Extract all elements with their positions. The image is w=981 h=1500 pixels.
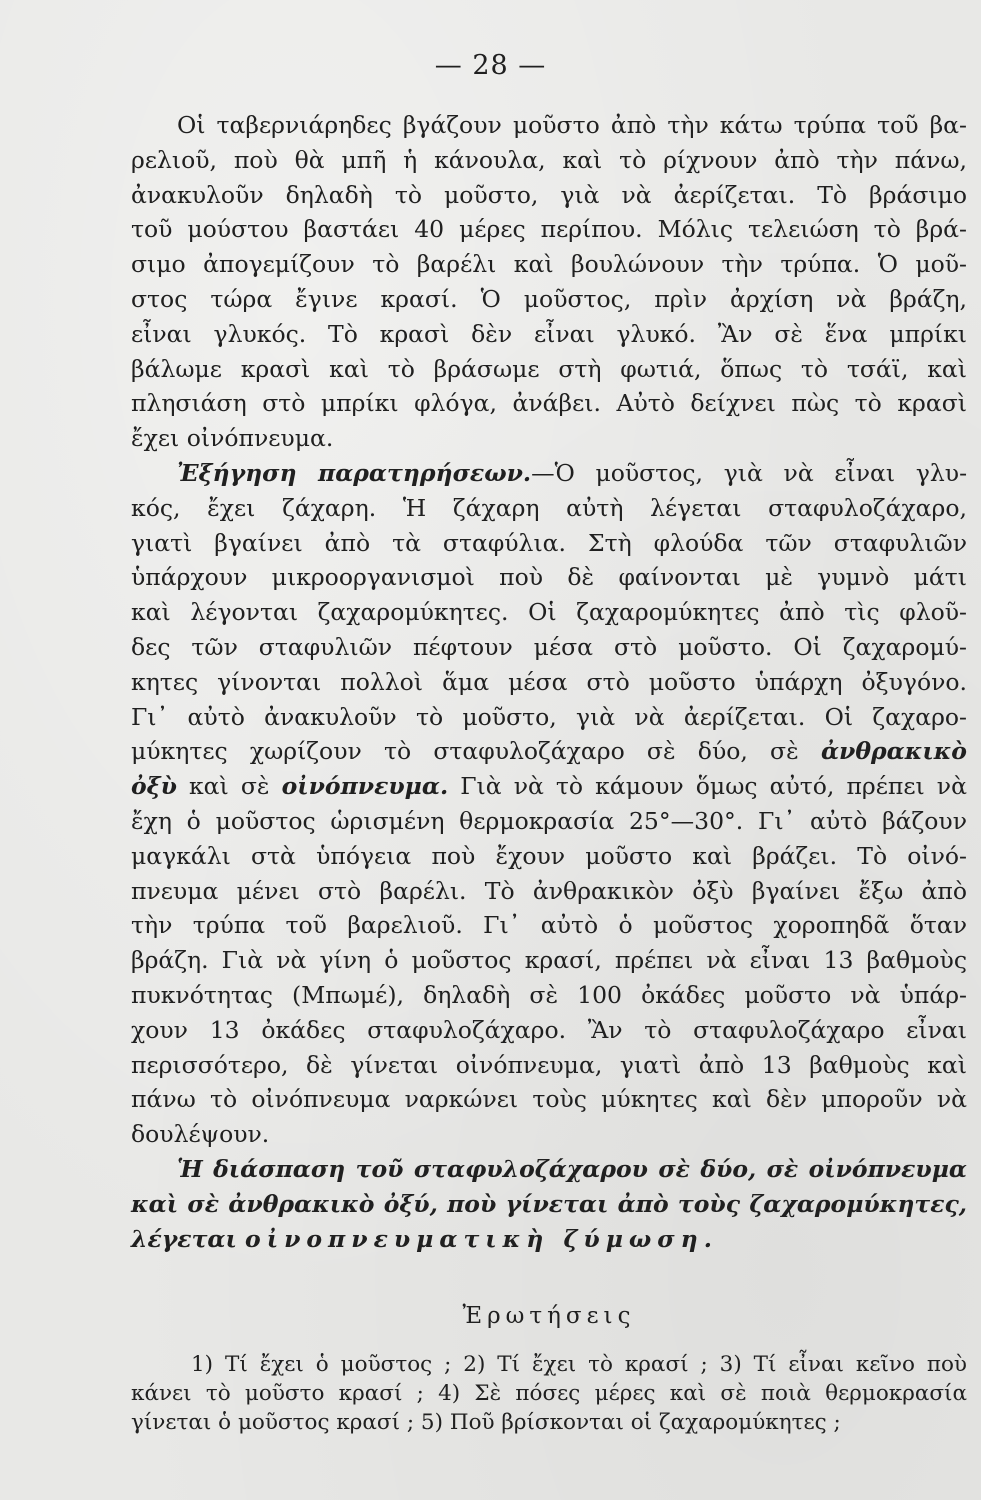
- text-line: πάνω τὸ οἰνόπνευμα ναρκώνει τοὺς μύκητες καὶ δὲν μποροῦν νὰ: [131, 1085, 967, 1114]
- text-line: γιατὶ βγαίνει ἀπὸ τὰ σταφύλια. Στὴ φλούδα τῶν σταφυλιῶν: [131, 528, 967, 557]
- text-line: Οἱ ταβερνιάρηδες βγάζουν μοῦστο ἀπὸ τὴν κάτω τρύπα τοῦ βα-: [177, 111, 967, 139]
- text-line: Γι᾽ αὐτὸ ἀνακυλοῦν τὸ μοῦστο, γιὰ νὰ ἀερίζεται. Οἱ ζαχαρο-: [131, 702, 967, 731]
- text-line: [131, 456, 967, 491]
- text-line: ὑπάρχουν μικροοργανισμοὶ ποὺ δὲ φαίνονται μὲ γυμνὸ μάτι: [131, 563, 967, 592]
- text-line: στος τώρα ἔγινε κρασί. Ὁ μοῦστος, πρὶν ἀρχίση νὰ βράζη,: [131, 284, 967, 313]
- questions-list: [131, 1350, 967, 1437]
- text-line: [131, 1222, 967, 1257]
- text-run: λέγεται: [131, 1224, 237, 1253]
- text-line: σιμο ἀπογεμίζουν τὸ βαρέλι καὶ βουλώνουν τὴν τρύπα. Ὁ μοῦ-: [131, 250, 967, 279]
- text-run: Γιὰ νὰ τὸ κάμουν ὅμως αὐτό, πρέπει νὰ: [460, 772, 967, 801]
- text-run: —Ὁ μοῦστος, γιὰ νὰ εἶναι γλυ-: [531, 458, 968, 487]
- text-line: ἔχει οἰνόπνευμα.: [131, 424, 334, 453]
- emphasized-term: ἀνθρακικὸ: [820, 737, 967, 766]
- text-line: κός, ἔχει ζάχαρη. Ἡ ζάχαρη αὐτὴ λέγεται σταφυλοζάχαρο,: [131, 493, 967, 522]
- text-line: βάλωμε κρασὶ καὶ τὸ βράσωμε στὴ φωτιά, ὅπως τὸ τσάϊ, καὶ: [131, 354, 967, 383]
- text-line: δες τῶν σταφυλιῶν πέφτουν μέσα στὸ μοῦστο. Οἱ ζαχαρομύ-: [131, 632, 967, 661]
- text-line: πλησιάση στὸ μπρίκι φλόγα, ἀνάβει. Αὐτὸ δείχνει πὼς τὸ κρασὶ: [131, 389, 967, 418]
- page-body: [131, 108, 967, 1437]
- text-line: πνευμα μένει στὸ βαρέλι. Τὸ ἀνθρακικὸν ὀξὺ βγαίνει ἔξω ἀπὸ: [131, 876, 967, 905]
- text-line: δουλέψουν.: [131, 1120, 270, 1149]
- page-number: — 28 —: [434, 50, 547, 81]
- text-line: [131, 769, 967, 804]
- text-run: καὶ σὲ: [188, 772, 270, 801]
- questions-heading: Ἐρωτήσεις: [462, 1303, 636, 1330]
- text-line: τὴν τρύπα τοῦ βαρελιοῦ. Γι᾽ αὐτὸ ὁ μοῦστος χοροπηδᾶ ὅταν: [131, 911, 967, 940]
- question-line: γίνεται ὁ μοῦστος κρασί ; 5) Ποῦ βρίσκονται οἱ ζαχαρομύκητες ;: [131, 1410, 841, 1436]
- text-line: Ἡ διάσπαση τοῦ σταφυλοζάχαρου σὲ δύο, σὲ οἰνόπνευμα: [177, 1154, 967, 1183]
- text-line: χουν 13 ὀκάδες σταφυλοζάχαρο. Ἂν τὸ σταφυλοζάχαρο εἶναι: [131, 1015, 967, 1044]
- text-line: πυκνότητας (Μπωμέ), δηλαδὴ σὲ 100 ὀκάδες μοῦστο νὰ ὑπάρ-: [131, 980, 967, 1009]
- paragraph-explanation: [131, 456, 967, 1152]
- text-line: βράζη. Γιὰ νὰ γίνη ὁ μοῦστος κρασί, πρέπει νὰ εἶναι 13 βαθμοὺς: [131, 946, 967, 975]
- text-line: μαγκάλι στὰ ὑπόγεια ποὺ ἔχουν μοῦστο καὶ βράζει. Τὸ οἰνό-: [131, 841, 967, 870]
- text-run: μύκητες χωρίζουν τὸ σταφυλοζάχαρο σὲ δύο, σὲ: [131, 737, 799, 766]
- text-line: ρελιοῦ, ποὺ θὰ μπῆ ἡ κάνουλα, καὶ τὸ ρίχνουν ἀπὸ τὴν πάνω,: [131, 145, 967, 174]
- conclusion-paragraph: [131, 1152, 967, 1256]
- text-line: περισσότερο, δὲ γίνεται οἰνόπνευμα, γιατὶ ἀπὸ 13 βαθμοὺς καὶ: [131, 1050, 967, 1079]
- text-line: εἶναι γλυκός. Τὸ κρασὶ δὲν εἶναι γλυκό. Ἂν σὲ ἕνα μπρίκι: [131, 319, 967, 348]
- paragraph-observation: [131, 108, 967, 456]
- text-line: καὶ λέγονται ζαχαρομύκητες. Οἱ ζαχαρομύκητες ἀπὸ τὶς φλοῦ-: [131, 598, 967, 627]
- emphasized-term: ὀξὺ: [131, 772, 177, 801]
- question-line: 1) Τί ἔχει ὁ μοῦστος ; 2) Τί ἔχει τὸ κρασί ; 3) Τί εἶναι κεῖνο ποὺ: [191, 1352, 967, 1378]
- section-heading: Ἐξήγηση παρατηρήσεων.: [177, 458, 532, 487]
- spaced-term: οἰνοπνευματικὴ ζύμωση.: [245, 1224, 718, 1253]
- text-line: κητες γίνονται πολλοὶ ἅμα μέσα στὸ μοῦστο ὑπάρχη ὀξυγόνο.: [131, 667, 967, 696]
- text-line: ἀνακυλοῦν δηλαδὴ τὸ μοῦστο, γιὰ νὰ ἀερίζεται. Τὸ βράσιμο: [131, 180, 967, 209]
- emphasized-term: οἰνόπνευμα.: [281, 772, 449, 801]
- text-line: [131, 734, 967, 769]
- text-line: καὶ σὲ ἀνθρακικὸ ὀξύ, ποὺ γίνεται ἀπὸ τοὺς ζαχαρομύκητες,: [131, 1189, 967, 1218]
- question-line: κάνει τὸ μοῦστο κρασί ; 4) Σὲ πόσες μέρες καὶ σὲ ποιὰ θερμοκρασία: [131, 1381, 967, 1407]
- text-line: ἔχη ὁ μοῦστος ὡρισμένη θερμοκρασία 25°—30°. Γι᾽ αὐτὸ βάζουν: [131, 806, 967, 835]
- text-line: τοῦ μούστου βαστάει 40 μέρες περίπου. Μόλις τελειώση τὸ βρά-: [131, 215, 967, 244]
